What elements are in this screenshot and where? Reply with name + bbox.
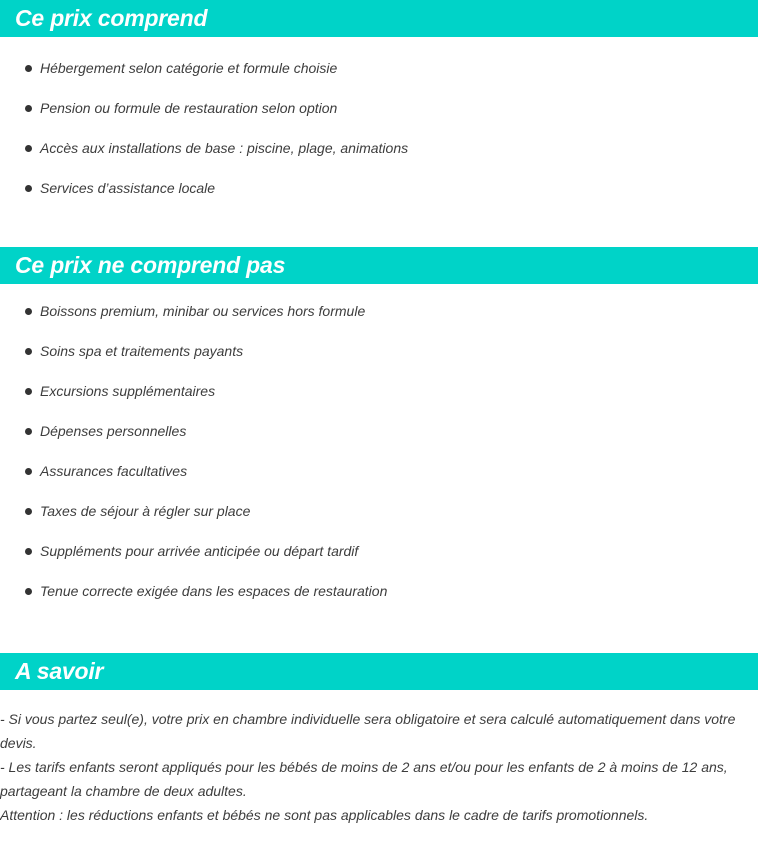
note-single-traveler: - Si vous partez seul(e), votre prix en chambre individuelle sera obligatoire et sera calculé automatiquement dans votre devis. xyxy=(0,711,736,751)
list-item-text: Boissons premium, minibar ou services hors formule xyxy=(40,303,366,319)
to-know-title: A savoir xyxy=(15,658,104,684)
list-item-text: Dépenses personnelles xyxy=(40,423,187,439)
excluded-list xyxy=(0,303,758,623)
bullet-dot-icon xyxy=(25,145,32,152)
list-item xyxy=(0,140,758,180)
list-item xyxy=(0,60,758,100)
list-item xyxy=(0,343,758,383)
list-item xyxy=(0,423,758,463)
excluded-section xyxy=(0,247,758,623)
excluded-header xyxy=(0,247,758,284)
bullet-dot-icon xyxy=(25,388,32,395)
list-item-text: Services d’assistance locale xyxy=(40,180,216,196)
to-know-header xyxy=(0,653,758,690)
bullet-dot-icon xyxy=(25,65,32,72)
list-item-text: Suppléments pour arrivée anticipée ou départ tardif xyxy=(40,543,359,559)
bullet-dot-icon xyxy=(25,588,32,595)
list-item-text: Pension ou formule de restauration selon option xyxy=(40,100,338,116)
list-item-text: Soins spa et traitements payants xyxy=(40,343,244,359)
list-item xyxy=(0,100,758,140)
list-item xyxy=(0,303,758,343)
bullet-dot-icon xyxy=(25,308,32,315)
list-item xyxy=(0,543,758,583)
included-title: Ce prix comprend xyxy=(15,5,208,31)
to-know-notes xyxy=(0,707,758,827)
list-item xyxy=(0,583,758,623)
list-item xyxy=(0,463,758,503)
list-item-text: Accès aux installations de base : piscine, plage, animations xyxy=(40,140,409,156)
bullet-dot-icon xyxy=(25,548,32,555)
list-item-text: Hébergement selon catégorie et formule choisie xyxy=(40,60,338,76)
included-list xyxy=(0,60,758,220)
bullet-dot-icon xyxy=(25,105,32,112)
bullet-dot-icon xyxy=(25,428,32,435)
included-header xyxy=(0,0,758,37)
bullet-dot-icon xyxy=(25,185,32,192)
note-children-rates: - Les tarifs enfants seront appliqués pour les bébés de moins de 2 ans et/ou pour les enfants de 2 à moins de 12 ans, partageant la chambre de deux adultes. xyxy=(0,759,728,799)
bullet-dot-icon xyxy=(25,508,32,515)
list-item-text: Assurances facultatives xyxy=(40,463,188,479)
list-item-text: Taxes de séjour à régler sur place xyxy=(40,503,251,519)
list-item-text: Tenue correcte exigée dans les espaces de restauration xyxy=(40,583,388,599)
to-know-section xyxy=(0,653,758,827)
bullet-dot-icon xyxy=(25,348,32,355)
note-promotion-warning: Attention : les réductions enfants et bébés ne sont pas applicables dans le cadre de tarifs promotionnels. xyxy=(0,807,649,823)
excluded-title: Ce prix ne comprend pas xyxy=(15,252,286,278)
included-section xyxy=(0,0,758,220)
list-item xyxy=(0,383,758,423)
list-item xyxy=(0,503,758,543)
list-item xyxy=(0,180,758,220)
bullet-dot-icon xyxy=(25,468,32,475)
list-item-text: Excursions supplémentaires xyxy=(40,383,216,399)
